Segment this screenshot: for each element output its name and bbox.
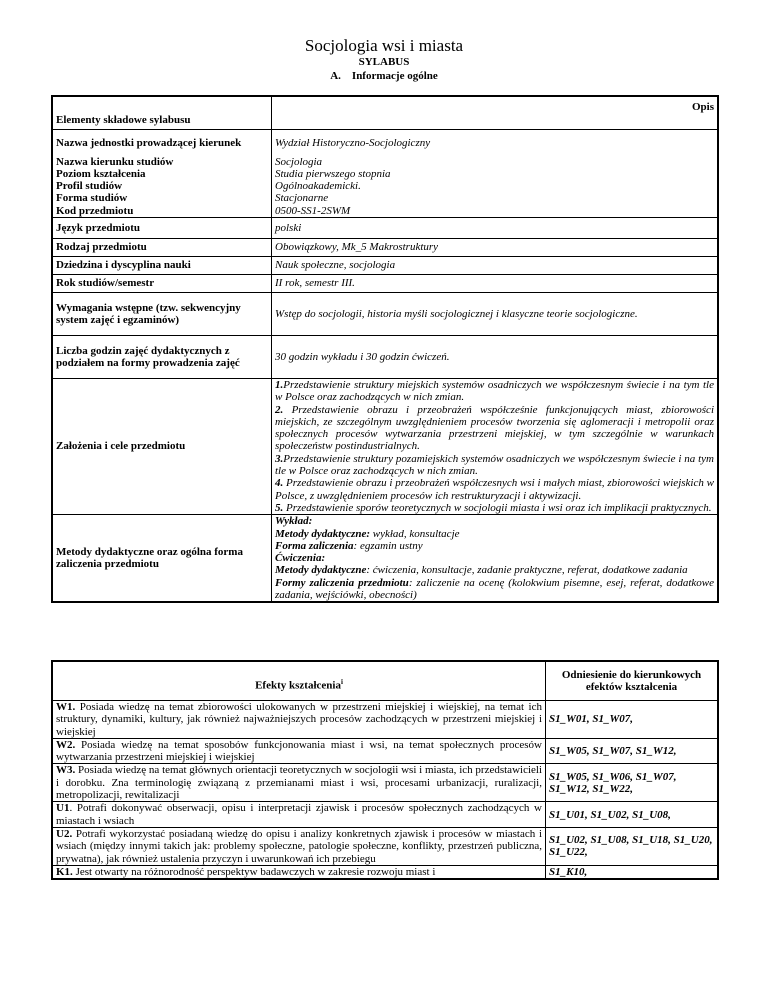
methods-description (272, 515, 719, 603)
table-row (52, 292, 718, 335)
row-label: Założenia i cele przedmiotu (52, 378, 272, 514)
methods-label: Metody dydaktyczne: (275, 527, 370, 540)
outcome-description (52, 738, 546, 764)
exercises-heading: Ćwiczenia: (275, 552, 326, 565)
goal-text: Przedstawienie struktury miejskich systemów osadniczych we współczesnym świecie i na tym tle w Polsce oraz zachodzących w nich zmian. (275, 378, 714, 404)
outcome-code: U1 (56, 802, 70, 815)
table-header-row (52, 661, 718, 701)
outcome-code: W3. (56, 764, 76, 777)
table-row (52, 335, 718, 378)
outcome-code: W2. (56, 738, 76, 751)
table-row (52, 205, 718, 218)
outcome-description (52, 865, 546, 879)
row-label: Forma studiów (52, 192, 272, 204)
form-value: : egzamin ustny (353, 539, 423, 552)
table-row (52, 130, 718, 156)
outcome-description (52, 764, 546, 802)
row-label: Dziedzina i dyscyplina nauki (52, 256, 272, 274)
methods-value: wykład, konsultacje (370, 527, 460, 540)
outcome-refs: S1_K10, (546, 865, 719, 879)
row-label: Nazwa jednostki prowadzącej kierunek (52, 130, 272, 156)
outcome-description (52, 701, 546, 739)
outcome-text: Posiada wiedzę na temat sposobów funkcjonowania miast i wsi, na temat społecznych procesów wytwarzania przestrzeni miejskiej i wiejskiej (56, 738, 542, 764)
col-header-description: Opis (272, 96, 719, 130)
row-value: polski (272, 217, 719, 238)
table-row (52, 168, 718, 180)
row-value: II rok, semestr III. (272, 274, 719, 292)
row-value: Nauk społeczne, socjologia (272, 256, 719, 274)
goal-text: Przedstawienie struktury pozamiejskich systemów osadniczych we współczesnym świecie i na tym tle w Polsce oraz zachodzących w nich zmian. (275, 452, 714, 478)
syllabus-info-table (51, 95, 719, 603)
table-row (52, 701, 718, 739)
header-text: Efekty kształcenia (255, 679, 341, 692)
row-label: Kod przedmiotu (52, 205, 272, 218)
outcome-code: K1. (56, 865, 73, 878)
table-row (52, 217, 718, 238)
table-row (52, 256, 718, 274)
row-label: Rok studiów/semestr (52, 274, 272, 292)
row-value: Ogólnoakademicki. (275, 180, 361, 193)
row-label: Metody dydaktyczne oraz ogólna forma zaliczenia przedmiotu (52, 515, 272, 603)
table-row (52, 180, 718, 192)
goal-number: 4. (275, 477, 284, 490)
row-value: 30 godzin wykładu i 30 godzin ćwiczeń. (272, 335, 719, 378)
table-header-row (52, 96, 718, 130)
page-title: Socjologia wsi i miasta (304, 36, 464, 55)
form-label: Formy zaliczenia przedmiotu (275, 576, 409, 589)
outcome-refs: S1_W01, S1_W07, (546, 701, 719, 739)
outcome-refs: S1_W05, S1_W06, S1_W07, S1_W12, S1_W22, (546, 764, 719, 802)
row-label: Nazwa kierunku studiów (52, 156, 272, 168)
row-value: Wydział Historyczno-Socjologiczny (275, 136, 431, 149)
footnote-marker: i (340, 678, 343, 687)
outcome-code: W1. (56, 701, 76, 713)
row-label: Profil studiów (52, 180, 272, 192)
row-label: Język przedmiotu (52, 217, 272, 238)
table-row (52, 274, 718, 292)
row-value: Studia pierwszego stopnia (275, 167, 391, 180)
form-label: Forma zaliczenia (275, 539, 354, 552)
outcome-refs: S1_U01, S1_U02, S1_U08, (546, 802, 719, 828)
table-row (52, 802, 718, 828)
goal-number: 2. (275, 403, 284, 416)
outcome-code: U2. (56, 827, 73, 840)
goal-text: Przedstawienie sporów teoretycznych w socjologii miasta i wsi oraz ich implikacji praktycznych. (283, 501, 712, 514)
goal-number: 3. (275, 452, 284, 465)
row-label: Liczba godzin zajęć dydaktycznych z podziałem na formy prowadzenia zajęć (52, 335, 272, 378)
table-row (52, 192, 718, 204)
outcome-text: Posiada wiedzę na temat głównych orientacji teoretycznych w socjologii wsi i miasta, ich przedstawicieli i dorobku. Zna terminologię związaną z przemianami miast i wsi, procesami urbanizacji, ruralizacji, metropolizacji, rewitalizacji (56, 764, 542, 802)
col-header-references: Odniesienie do kierunkowych efektów kształcenia (546, 661, 719, 701)
table-row (52, 238, 718, 256)
lecture-heading: Wykład: (275, 515, 313, 528)
row-value: Obowiązkowy, Mk_5 Makrostruktury (272, 238, 719, 256)
outcome-refs: S1_U02, S1_U08, S1_U18, S1_U20, S1_U22, (546, 827, 719, 865)
row-value: Socjologia (275, 155, 323, 168)
outcome-description (52, 827, 546, 865)
section-heading: A. Informacje ogólne (330, 70, 438, 82)
methods-row (52, 515, 718, 603)
table-row (52, 738, 718, 764)
table-row (52, 764, 718, 802)
col-header-outcomes (52, 661, 546, 701)
outcome-text: . Potrafi dokonywać obserwacji, opisu i interpretacji zjawisk i procesów społecznych zachodzących w miastach i wsiach (56, 802, 542, 827)
table-row (52, 865, 718, 879)
row-value: Wstęp do socjologii, historia myśli socjologicznej i klasyczne teorie socjologiczne. (272, 292, 719, 335)
row-label: Poziom kształcenia (52, 168, 272, 180)
goal-number: 1. (275, 378, 284, 391)
goals-row (52, 378, 718, 514)
outcome-text: Jest otwarty na różnorodność perspektyw badawczych w zakresie rozwoju miast i (72, 865, 436, 878)
form-value: : zaliczenie na ocenę (kolokwium pisemne, esej, referat, dodatkowe zadania, wejściówki, obecności) (275, 576, 715, 602)
goal-text: Przedstawienie obrazu i przeobrażeń współczesnych wsi i małych miast, zbiorowości wiejskich w Polsce, z uwzględnieniem procesów ich restrukturyzacji i aktywizacji. (275, 477, 714, 502)
outcome-refs: S1_W05, S1_W07, S1_W12, (546, 738, 719, 764)
methods-label: Metody dydaktyczne (275, 564, 367, 577)
table-row (52, 827, 718, 865)
outcome-description (52, 802, 546, 828)
learning-outcomes-table (51, 660, 719, 880)
goal-text: Przedstawienie obrazu i przeobrażeń współcześnie funkcjonujących miast, zbiorowości miejskich, ze szczególnym uwzględnieniem procesów tworzenia się aglomeracji i metropolii oraz społecznych procesów wytwarzania przestrzeni miejskiej, w tym szczególnie w warunkach społeczeństw postindustrialnych. (275, 403, 714, 453)
row-value: Stacjonarne (275, 192, 329, 205)
goals-list (272, 378, 719, 514)
row-value: 0500-SS1-2SWM (275, 204, 351, 217)
methods-value: : ćwiczenia, konsultacje, zadanie praktyczne, referat, dodatkowe zadania (366, 564, 688, 577)
syllabus-subtitle: SYLABUS (358, 56, 410, 68)
col-header-elements: Elementy składowe sylabusu (52, 96, 272, 130)
outcome-text: Posiada wiedzę na temat zbiorowości ulokowanych w przestrzeni miejskiej i wiejskiej, na temat ich struktury, dynamiki, kultury, jak również najważniejszych procesów zachodzących w przestrzeni miejskiej i wiejskiej (56, 701, 542, 738)
outcome-text: Potrafi wykorzystać posiadaną wiedzę do opisu i analizy konkretnych zjawisk i procesów w miastach i wsiach (między innymi takich jak: problemy społeczne, patologie społeczne, konflikty, przestrzeń publiczna, prywatna), jak również ustalenia przyczyn i uwarunkowań ich przebiegu (56, 827, 542, 865)
goal-number: 5. (275, 501, 284, 514)
row-label: Rodzaj przedmiotu (52, 238, 272, 256)
row-label: Wymagania wstępne (tzw. sekwencyjny system zajęć i egzaminów) (52, 292, 272, 335)
table-row (52, 156, 718, 168)
